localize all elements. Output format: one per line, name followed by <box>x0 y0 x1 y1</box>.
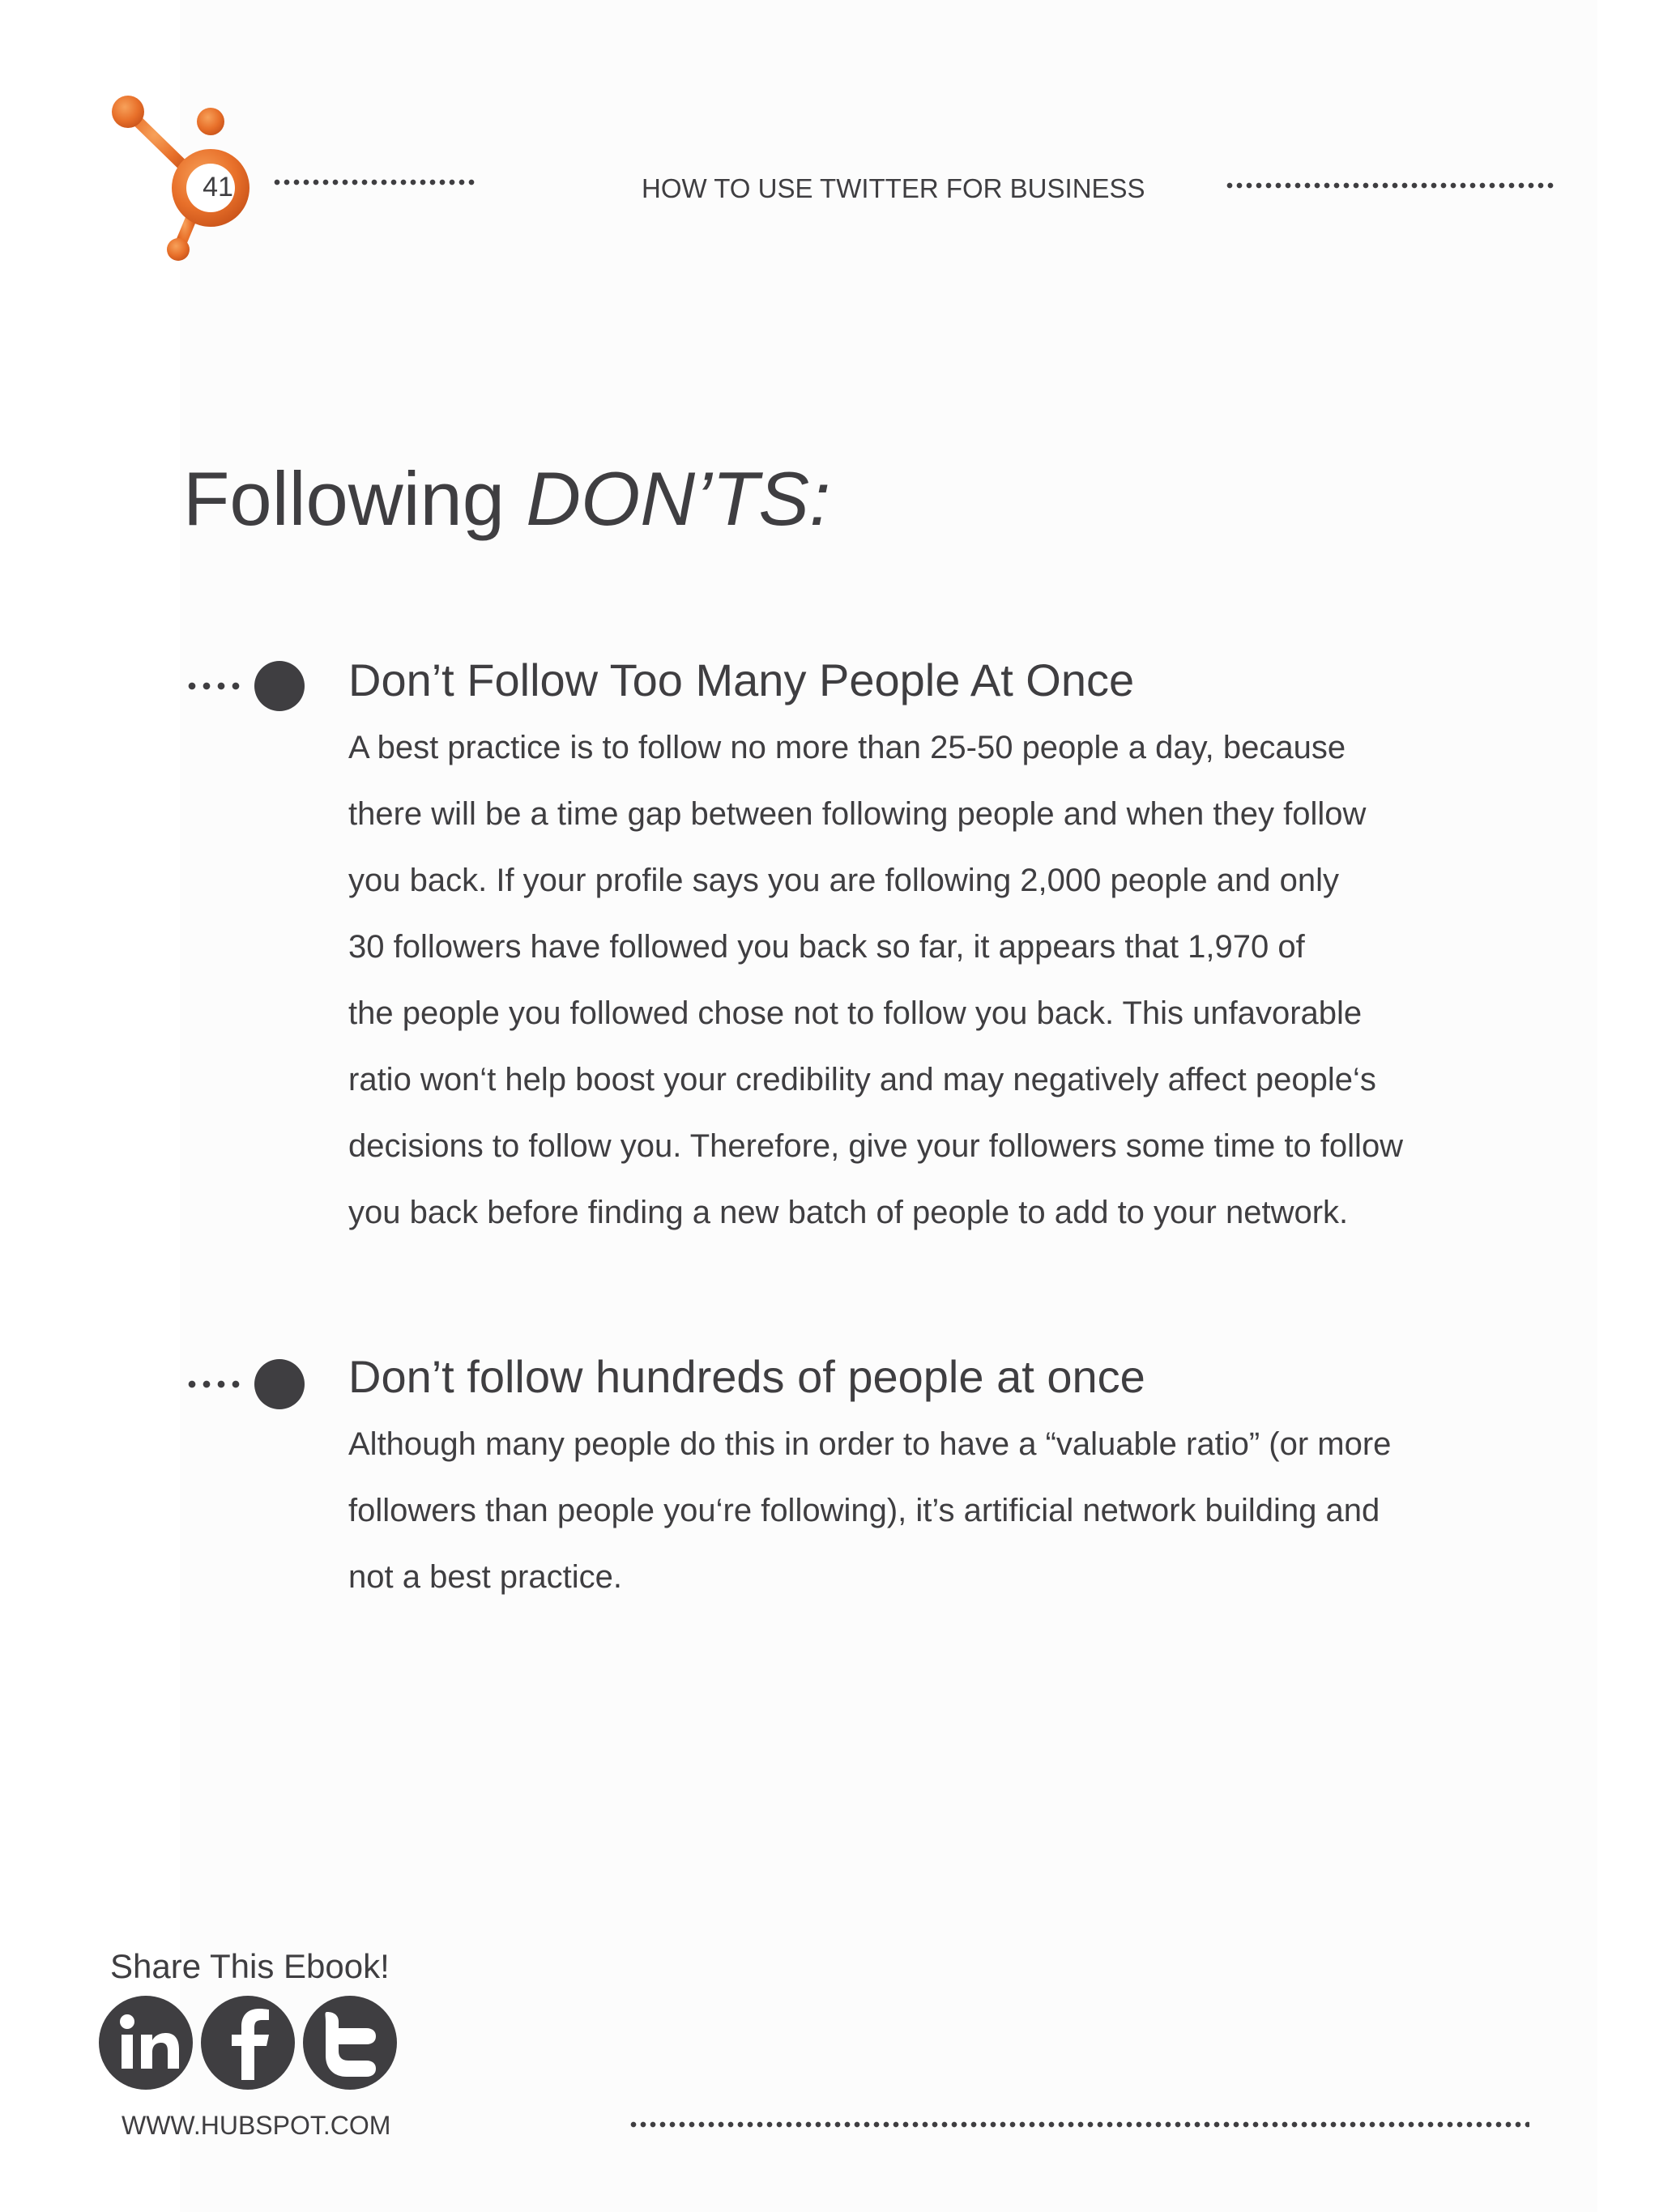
section-bullet-dots <box>185 1380 243 1388</box>
body-line: the people you followed chose not to follow you back. This unfavorable <box>348 995 1363 1031</box>
section-bullet-dots <box>185 682 243 690</box>
footer-website-link[interactable]: WWW.HUBSPOT.COM <box>122 2111 391 2140</box>
body-line: you back. If your profile says you are following 2,000 people and only <box>348 863 1339 898</box>
footer-dotted-rule <box>629 2120 1529 2129</box>
share-ebook-label: Share This Ebook! <box>110 1947 390 1985</box>
page-heading <box>183 455 830 543</box>
section-title: Don’t Follow Too Many People At Once <box>348 654 1135 705</box>
body-line: A best practice is to follow no more than 25-50 people a day, because <box>348 730 1346 765</box>
header-dotted-rule-left <box>272 178 476 186</box>
section-body <box>348 714 1499 1246</box>
facebook-share-button[interactable] <box>201 1996 295 2090</box>
twitter-icon <box>303 1996 397 2090</box>
facebook-icon <box>201 1996 295 2090</box>
section-dont-follow-hundreds <box>348 1348 1499 1610</box>
linkedin-icon <box>99 1996 193 2090</box>
section-bullet <box>254 1359 305 1409</box>
body-line: there will be a time gap between following people and when they follow <box>348 796 1367 832</box>
twitter-share-button[interactable] <box>303 1996 397 2090</box>
header-dotted-rule-right <box>1225 181 1555 190</box>
hubspot-sprocket-logo <box>97 81 284 275</box>
body-line: not a best practice. <box>348 1559 622 1595</box>
section-title: Don’t follow hundreds of people at once <box>348 1351 1145 1402</box>
body-line: followers than people you‘re following), it’s artificial network building and <box>348 1493 1380 1528</box>
heading-regular: Following <box>183 456 527 541</box>
section-bullet <box>254 661 305 711</box>
page-number: 41 <box>203 172 233 202</box>
document-title: HOW TO USE TWITTER FOR BUSINESS <box>642 173 1145 203</box>
body-line: ratio won‘t help boost your credibility and may negatively affect people‘s <box>348 1062 1376 1097</box>
body-line: 30 followers have followed you back so far, it appears that 1,970 of <box>348 929 1305 965</box>
section-dont-follow-too-many <box>348 651 1499 1246</box>
section-body <box>348 1411 1499 1610</box>
body-line: Although many people do this in order to have a “valuable ratio” (or more <box>348 1426 1392 1462</box>
heading-italic: DON’TS: <box>526 456 831 541</box>
linkedin-share-button[interactable] <box>99 1996 193 2090</box>
body-line: decisions to follow you. Therefore, give your followers some time to follow <box>348 1128 1404 1164</box>
body-line: you back before finding a new batch of people to add to your network. <box>348 1195 1349 1230</box>
